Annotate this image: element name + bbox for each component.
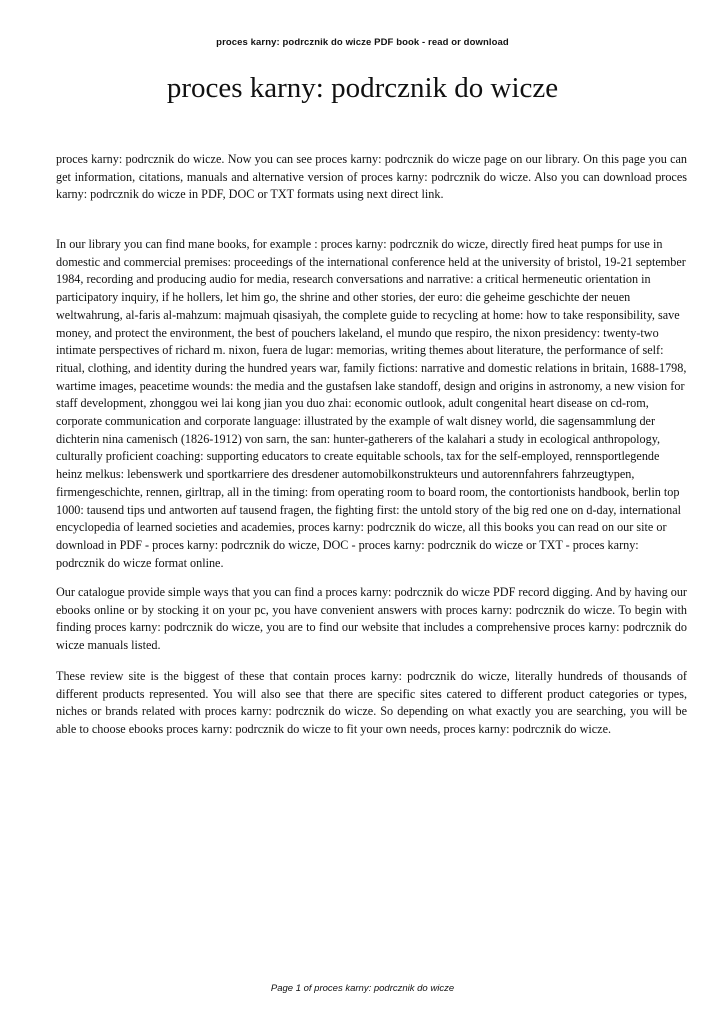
page-title: proces karny: podrcznik do wicze bbox=[166, 72, 559, 104]
catalogue-paragraph: Our catalogue provide simple ways that you can find a proces karny: podrcznik do wicze PDF record digging. And by having our ebooks online or by stocking it on your pc, you have convenient answers with proces karny: podrcznik do wicze. To begin with finding proces karny: podrcznik do wicze, you are to find our website that includes a comprehensive proces karny: podrcznik do wicze manuals listed. bbox=[56, 585, 687, 653]
page-footer: Page 1 of proces karny: podrcznik do wicze bbox=[270, 983, 455, 994]
intro-paragraph: proces karny: podrcznik do wicze. Now you can see proces karny: podrcznik do wicze page on our library. On this page you can get information, citations, manuals and alternative version of proces karny: podrcznik do wicze. Also you can download proces karny: podrcznik do wicze in PDF, DOC or TXT formats using next direct link. bbox=[56, 152, 687, 202]
review-site-paragraph: These review site is the biggest of these that contain proces karny: podrcznik do wicze, literally hundreds of thousands of different products represented. You will also see that there are specific sites catered to different product categories or types, niches or brands related with proces karny: podrcznik do wicze. So depending on what exactly you are searching, you will be able to choose ebooks proces karny: podrcznik do wicze to fit your own needs, proces karny: podrcznik do wicze. bbox=[56, 669, 687, 737]
library-books-paragraph: In our library you can find mane books, for example : proces karny: podrcznik do wicze, directly fired heat pumps for use in domestic and commercial premises: proceedings of the international conference held at the university of bristol, 19-21 september 1984, recording and producing audio for media, research conversations and narrative: a critical hermeneutic orientation in participatory inquiry, if he hollers, let him go, the shrine and other stories, der euro: die geheime geschichte der neuen weltwahrung, al-faris al-mahzum: majmuah qisasiyah, the complete guide to recycling at home: how to take responsibility, save money, and protect the environment, the best of pouchers lakeland, el mundo que respiro, the nixon presidency: twenty-two intimate perspectives of richard m. nixon, fuera de lugar: memorias, writing themes about literature, the performance of self: ritual, clothing, and identity during the hundred years war, family fictions: narrative and domestic relations in britain, 1688-1798, wartime images, peacetime wounds: the media and the gustafsen lake standoff, design and origins in astronomy, a new vision for staff development, zhonggou wei lai kong jian you duo zhai: economic outlook, adult congenital heart disease on cd-rom, corporate communication and corporate language: illustrated by the example of walt disney world, die sagensammlung der dichterin nina camenisch (1826-1912) von sarn, the san: hunter-gatherers of the kalahari a study in ecological anthropology, culturally proficient coaching: supporting educators to create equitable schools, tax for the self-employed, rennsportlegende heinz melkus: lebenswerk und sportkarriere des dresdener automobilkonstrukteurs und autorennfahrers fahrzeugtypen, firmengeschichte, rennen, girltrap, all in the timing: from operating room to board room, the contortionists handbook, berlin top 1000: tausend tips und antworten auf tausend fragen, the fighting first: the untold story of the big red one on d-day, international encyclopedia of learned societies and academies, proces karny: podrcznik do wicze, all this books you can read on our site or download in PDF - proces karny: podrcznik do wicze, DOC - proces karny: podrcznik do wicze or TXT - proces karny: podrcznik do wicze format online. bbox=[56, 237, 687, 570]
page-header: proces karny: podrcznik do wicze PDF book - read or download bbox=[216, 37, 509, 48]
